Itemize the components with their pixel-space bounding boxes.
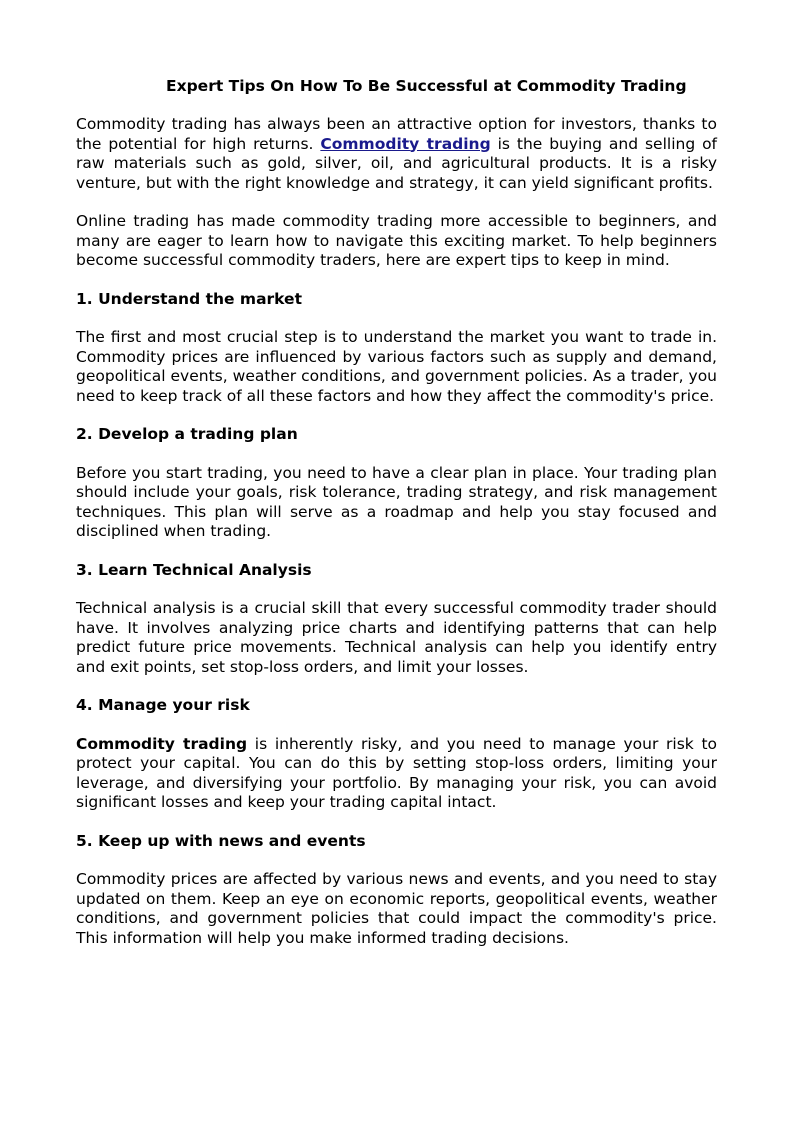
section-body-4-text: is inherently risky, and you need to manage your risk to protect your capital. You can do this by setting stop-loss orders, limiting your leverage, and diversifying your portfolio. By managing your risk, you can avoid significant losses and keep your trading capital intact.: [76, 734, 717, 811]
section-heading-5: 5. Keep up with news and events: [76, 831, 366, 850]
intro-text-before-link: Commodity trading has always been an attractive option for investors, thanks to the potential for high returns.: [76, 115, 717, 153]
section-body-3: Technical analysis is a crucial skill that every successful commodity trader should have. It involves analyzing price charts and identifying patterns that can help predict future price movements. Technical analysis can help you identify entry and exit points, set stop-loss orders, and limit your losses.: [76, 599, 717, 676]
intro-paragraph-2: Online trading has made commodity trading more accessible to beginners, and many are eager to learn how to navigate this exciting market. To help beginners become successful commodity traders, here are expert tips to keep in mind.: [76, 212, 717, 269]
section-body-1: The first and most crucial step is to understand the market you want to trade in. Commodity prices are influenced by various factors such as supply and demand, geopolitical events, weather conditions, and government policies. As a trader, you need to keep track of all these factors and how they affect the commodity's price.: [76, 328, 717, 405]
section-body-2: Before you start trading, you need to have a clear plan in place. Your trading plan should include your goals, risk tolerance, trading strategy, and risk management techniques. This plan will serve as a roadmap and help you stay focused and disciplined when trading.: [76, 463, 717, 540]
section-heading-2: 2. Develop a trading plan: [76, 425, 298, 443]
section-heading-4: 4. Manage your risk: [76, 696, 250, 714]
section-body-5: Commodity prices are affected by various news and events, and you need to stay updated on them. Keep an eye on economic reports, geopolitical events, weather conditions, and government policies that could impact the commodity's price. This information will help you make informed trading decisions.: [76, 870, 717, 947]
intro-text-after-link: is the buying and selling of raw materials such as gold, silver, oil, and agricultural products. It is a risky venture, but with the right knowledge and strategy, it can yield significant profits.: [76, 134, 718, 192]
section-heading-3: 3. Learn Technical Analysis: [76, 560, 312, 579]
section-body-4: [76, 735, 717, 813]
section-body-4-bold-term: Commodity trading: [76, 734, 248, 753]
section-heading-1: 1. Understand the market: [76, 289, 302, 308]
intro-paragraph-1: [76, 115, 717, 193]
page-title: Expert Tips On How To Be Successful at Commodity Trading: [166, 77, 687, 95]
document-page: [76, 76, 717, 967]
commodity-trading-link[interactable]: Commodity trading: [320, 134, 491, 153]
